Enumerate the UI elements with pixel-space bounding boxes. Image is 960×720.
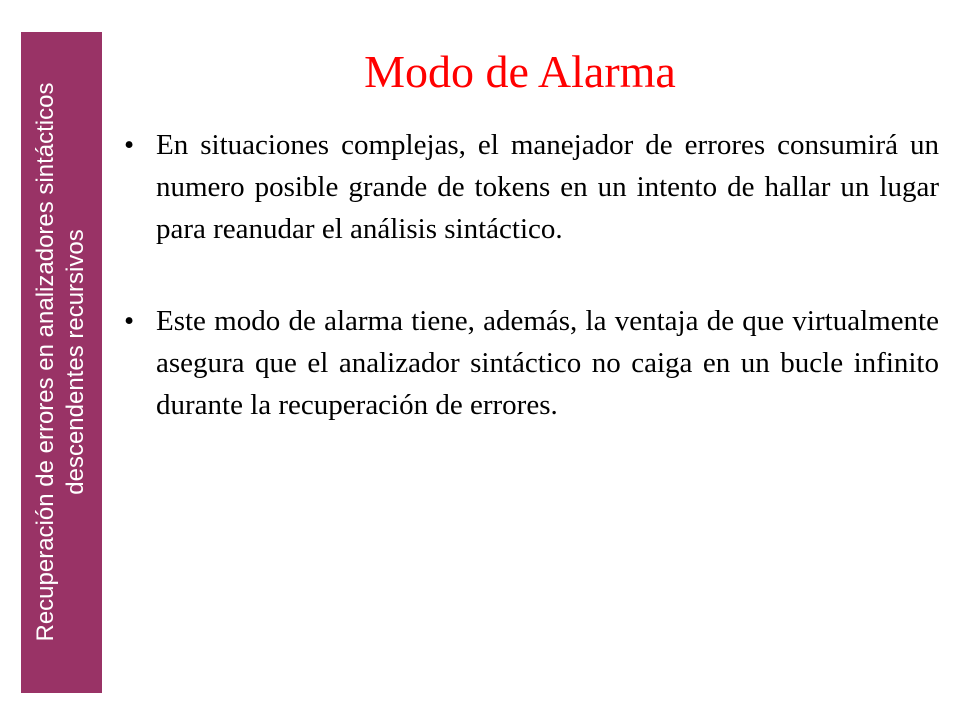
- sidebar-caption: [31, 42, 91, 682]
- bullet-text: Este modo de alarma tiene, además, la ventaja de que virtualmente asegura que el analizador sintáctico no caiga en un bucle infinito durante la recuperación de errores.: [156, 305, 939, 421]
- bullet-dot-icon: •: [124, 305, 135, 337]
- bullet-item: [116, 300, 939, 426]
- sidebar-caption-line-2: descendentes recursivos: [62, 229, 89, 495]
- bullet-text: En situaciones complejas, el manejador de errores consumirá un numero posible grande de tokens en un intento de hallar un lugar para reanudar el análisis sintáctico.: [156, 129, 939, 245]
- bullet-dot-icon: •: [124, 129, 135, 161]
- sidebar-caption-line-1: Recuperación de errores en analizadores sintácticos: [32, 82, 59, 642]
- bullet-list: [116, 124, 939, 476]
- bullet-item: [116, 124, 939, 250]
- slide-title: Modo de Alarma: [364, 46, 676, 97]
